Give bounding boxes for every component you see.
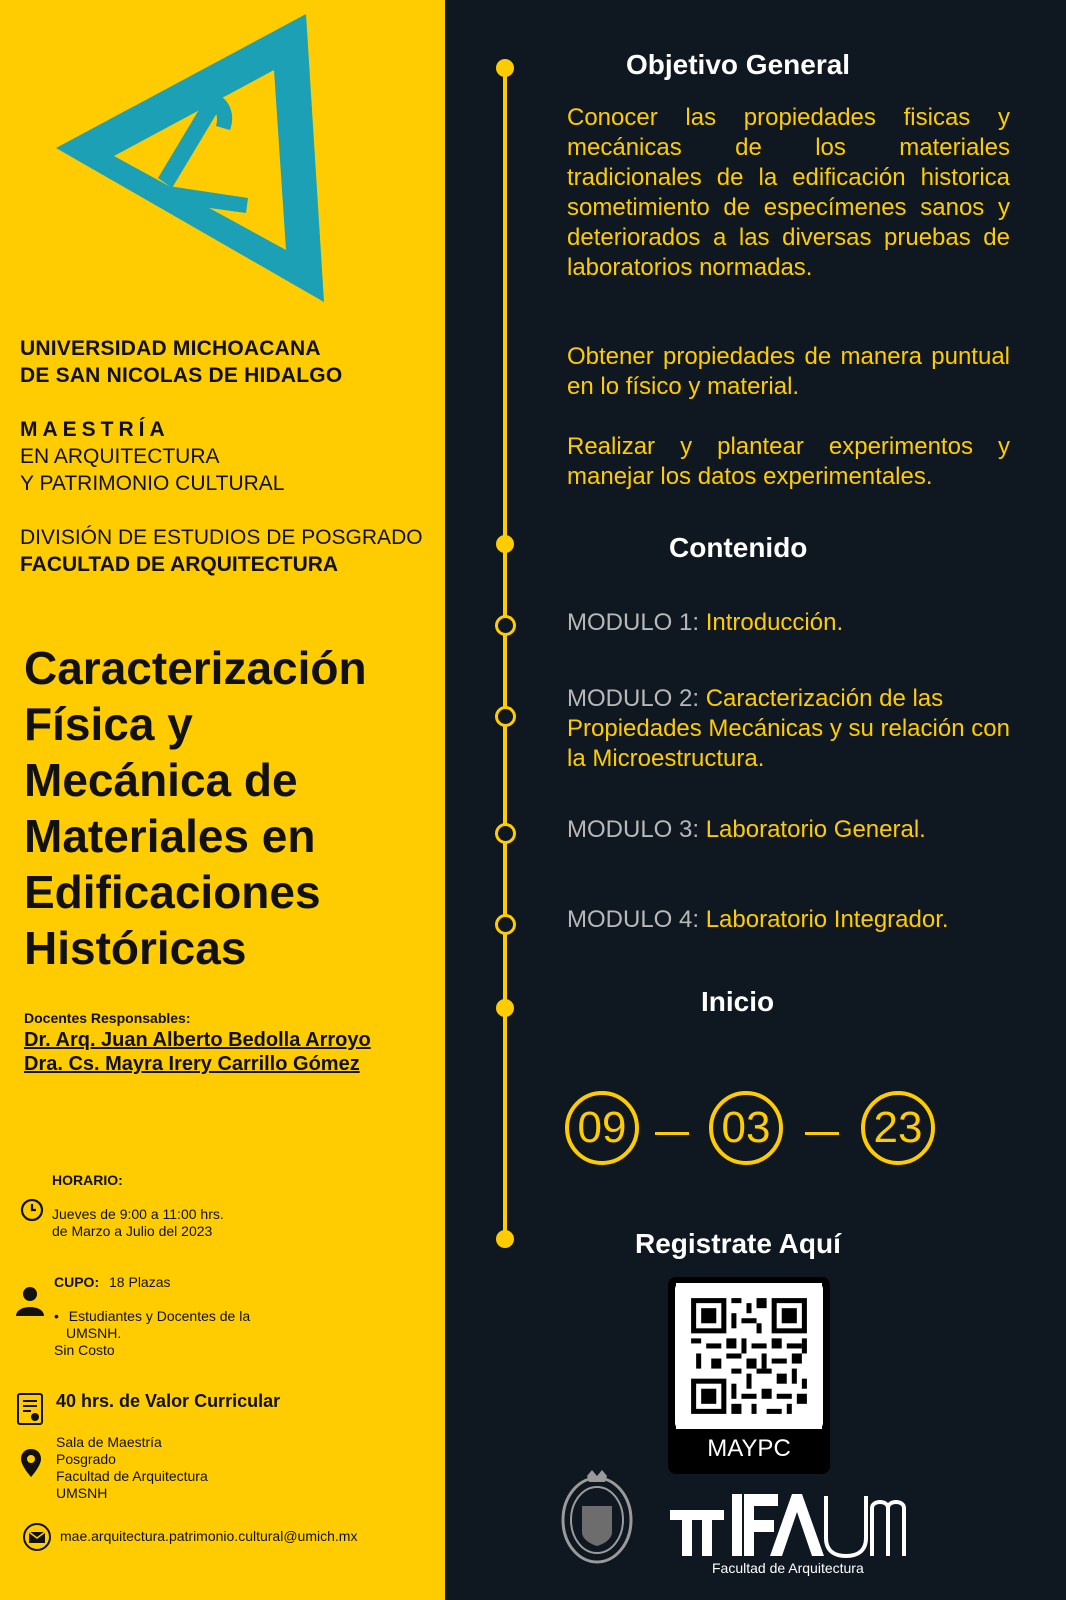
date-separator: [805, 1132, 839, 1135]
inicio-heading: Inicio: [701, 986, 775, 1017]
timeline-dot: [496, 535, 514, 553]
timeline-ring: [495, 615, 516, 636]
module-label: MODULO 4:: [567, 906, 700, 933]
module-label: MODULO 3:: [567, 816, 700, 843]
timeline-line: [503, 66, 507, 1242]
horario-text: [52, 1206, 224, 1240]
module-text: Laboratorio General.: [705, 816, 926, 843]
module-item: [567, 815, 1007, 845]
bullet: •: [54, 1308, 59, 1324]
docentes-block: [24, 1010, 371, 1076]
timeline-dot: [496, 59, 514, 77]
university-name: [20, 335, 342, 389]
program-line-1: MAESTRÍA: [20, 418, 170, 441]
division-name: [20, 524, 423, 578]
registro-heading: Registrate Aquí: [635, 1228, 841, 1259]
valor-curricular: 40 hrs. de Valor Curricular: [56, 1391, 281, 1411]
objetivo-paragraph: Conocer las propiedades fisicas y mecánicas de los materiales tradicionales de la edificación historica sometimiento de especímenes sanos y deteriorados a las diversas pruebas de laboratorios normadas.: [567, 104, 1010, 281]
date-separator: [655, 1132, 689, 1135]
course-title-line: Materiales en: [24, 810, 316, 862]
objetivo-heading: Objetivo General: [626, 49, 851, 80]
start-month: 03: [709, 1091, 783, 1165]
module-text: Laboratorio Integrador.: [705, 906, 949, 933]
program-name: [20, 416, 284, 497]
cupo-line-2: UMSNH.: [66, 1325, 122, 1341]
objetivo-paragraph: Realizar y plantear experimentos y manejar los datos experimentales.: [567, 433, 1010, 490]
university-line-1: UNIVERSIDAD MICHOACANA: [20, 337, 321, 360]
qr-code[interactable]: [675, 1283, 823, 1429]
module-text: Caracterización de las Propiedades Mecánicas y su relación con la Microestructura.: [567, 685, 1010, 772]
module-item: [567, 684, 1027, 774]
qr-label: MAYPC: [707, 1435, 791, 1462]
timeline-ring: [495, 914, 516, 935]
left-panel: [0, 0, 445, 1600]
faum-logo: [666, 1486, 926, 1576]
program-line-2: EN ARQUITECTURA: [20, 445, 220, 468]
location-pin-icon: [20, 1448, 42, 1478]
timeline-dot: [496, 999, 514, 1017]
cupo-row: [54, 1274, 171, 1291]
timeline-ring: [495, 823, 516, 844]
location-line: Sala de Maestría: [56, 1434, 162, 1450]
email-address[interactable]: mae.arquitectura.patrimonio.cultural@umich.mx: [60, 1528, 358, 1544]
clock-icon: [20, 1198, 44, 1222]
location-line: UMSNH: [56, 1485, 108, 1501]
start-year: 23: [861, 1091, 935, 1165]
objetivo-paragraph: Obtener propiedades de manera puntual en lo físico y material.: [567, 343, 1010, 400]
timeline-ring: [495, 706, 516, 727]
course-title-line: Física y: [24, 698, 193, 750]
location-line: Facultad de Arquitectura: [56, 1468, 208, 1484]
timeline-dot: [496, 1230, 514, 1248]
course-title-line: Caracterización: [24, 642, 367, 694]
qr-code-card[interactable]: [668, 1277, 830, 1474]
module-item: [567, 905, 1007, 935]
start-day: 09: [565, 1091, 639, 1165]
module-label: MODULO 1:: [567, 609, 700, 636]
qr-code-image: [675, 1283, 823, 1429]
email-icon: [22, 1522, 52, 1552]
faum-caption: Facultad de Arquitectura: [712, 1560, 864, 1576]
program-line-3: Y PATRIMONIO CULTURAL: [20, 472, 285, 495]
horario-line-1: Jueves de 9:00 a 11:00 hrs.: [52, 1206, 224, 1222]
docente-name: Dra. Cs. Mayra Irery Carrillo Gómez: [24, 1053, 360, 1075]
cupo-line-1: Estudiantes y Docentes de la: [68, 1308, 251, 1324]
faculty-triangle-logo: [48, 8, 338, 313]
cupo-line-3: Sin Costo: [54, 1342, 115, 1358]
division-line-1: DIVISIÓN DE ESTUDIOS DE POSGRADO: [20, 526, 423, 549]
cupo-value: 18 Plazas: [109, 1274, 171, 1290]
module-item: [567, 608, 1007, 638]
university-line-2: DE SAN NICOLAS DE HIDALGO: [20, 364, 343, 387]
division-line-2: FACULTAD DE ARQUITECTURA: [20, 553, 339, 576]
cupo-details: [54, 1308, 250, 1359]
certificate-icon: [16, 1392, 44, 1426]
person-icon: [14, 1286, 46, 1316]
location-line: Posgrado: [56, 1451, 116, 1467]
location-block: [56, 1434, 208, 1502]
horario-label: HORARIO:: [52, 1172, 123, 1188]
docentes-label: Docentes Responsables:: [24, 1010, 191, 1026]
module-label: MODULO 2:: [567, 685, 700, 712]
course-title-line: Mecánica de: [24, 754, 298, 806]
horario-line-2: de Marzo a Julio del 2023: [52, 1223, 213, 1239]
university-seal-logo: [558, 1466, 636, 1566]
docente-name: Dr. Arq. Juan Alberto Bedolla Arroyo: [24, 1029, 371, 1051]
contenido-heading: Contenido: [669, 532, 808, 563]
course-title-line: Edificaciones: [24, 866, 321, 918]
cupo-label: CUPO:: [54, 1274, 100, 1290]
module-text: Introducción.: [705, 609, 844, 636]
course-title-line: Históricas: [24, 922, 247, 974]
course-title: [24, 640, 434, 976]
